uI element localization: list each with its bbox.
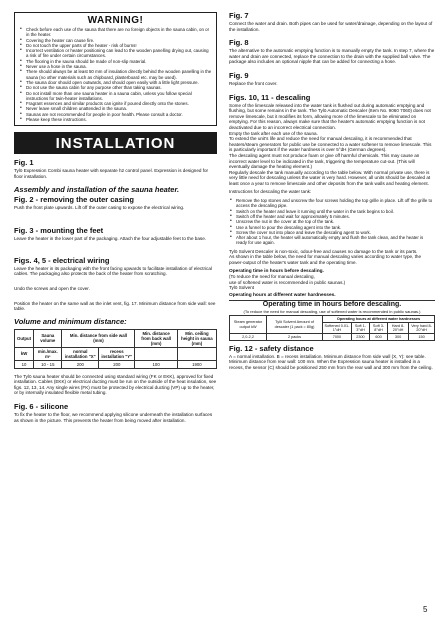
list-item: • After about 1 hour, the heater will automatically empty and flush the tank clean, and the heater is ready for use again.	[229, 235, 435, 246]
table-row	[230, 334, 435, 341]
list-item: • Switch off the heater and wait for approximately 5 minutes.	[229, 214, 435, 219]
page-number: 5	[423, 605, 428, 614]
table-cell: 100	[135, 360, 177, 368]
table-cell: 10	[15, 360, 34, 368]
dist-sub-empty	[177, 347, 216, 360]
descaling-para: To extend the unit's life and reduce the need for manual descaling, it is recommended that heaters/steam generators for public use be connected to a water softener to remove limescale. This is particularly important if the water hardness is over 5°dH (German degrees).	[229, 136, 432, 153]
warning-item: • There should always be at least 50 mm of insulation directly behind the wooden panelling in the sauna (no other materials such as chipboard, plasterboard etc. may be used).	[19, 69, 212, 80]
descaling-para: Regularly descale the tank manually according to the table below. With normal private use, there is very little need for descaling unless the water is very hard. However, all units should be descaled at least once a year to remove limescale and other deposits from the tank walls and heating element.	[229, 169, 431, 186]
fig45-text2: Undo the screws and open the cover.	[14, 285, 90, 291]
table-cell: 2300	[351, 334, 369, 341]
fig6-title: Fig. 6 - silicone	[14, 402, 69, 412]
list-item: • Unscrew the nut in the cover at the top of the tank.	[229, 219, 435, 224]
dist-header-ceiling: Min. ceiling height in sauna (mm)	[177, 329, 216, 347]
hardness-table	[229, 315, 435, 340]
operating-table-note: (To reduce the need for manual descaling, use of softened water is recommended in public saunas.)	[243, 309, 421, 315]
fig6-text: To fix the heater to the floor, we recommend applying silicone underneath the installation surfaces as shown in the picture. This prevents the heater from being moved after installation.	[14, 412, 213, 423]
assembly-title: Assembly and installation of the sauna heater.	[14, 184, 180, 194]
table-cell: 7000	[322, 334, 351, 341]
fig45-text1: Leave the heater in its packaging with the front facing upwards to facilitate installation of electrical cables. The packaging also protects the back of the heater from scratching.	[14, 265, 212, 277]
warning-item: • Please keep these instructions.	[19, 117, 212, 122]
operating-line: use of softened water is recommended in public saunas.)	[229, 279, 346, 285]
warning-item: • Check before each use of the sauna that there are no foreign objects in the sauna cabin, on or in the heater.	[19, 27, 212, 38]
descaling-steps	[229, 198, 435, 246]
warning-item: • Do not install more than one sauna heater in a sauna cabin, unless you follow special instructions for twin-heater installations.	[19, 91, 212, 102]
fig45-text3: Position the heater on the same wall as the inlet vent, fig. 17. Minimum distance from side wall: see table.	[14, 300, 216, 312]
fig2-title: Fig. 2 - removing the outer casing	[14, 194, 135, 204]
table-cell: 200	[62, 360, 99, 368]
dist-sub-empty	[135, 347, 177, 360]
wiring-text: The Tylö sauna heater should be connected using standard wiring (FK or EKK), approved for fixed installation. Cables (EKK) or electrical ducting must be run on the outside of the heat insulation, see figs. 12, 13, 14. Any single wires (FK) must be protected by electrical ducting (VP) up to the heater, or by internally insulated flexible metal tubing.	[14, 373, 217, 396]
hard-col: Hard 8-20°dH	[388, 323, 409, 334]
list-item: • Remove the top stones and unscrew the four screws holding the top grille in place. Lift off the grille to access the descaling pipe.	[229, 198, 435, 209]
fig9-text: Replace the front cover.	[229, 80, 278, 86]
table-cell: 200	[99, 360, 135, 368]
operating-line: Tylö Solvent	[229, 285, 255, 291]
operating-line: (To reduce the need for manual descaling,	[229, 274, 315, 280]
volume-title: Volume and minimum distance:	[14, 316, 127, 326]
fig8-title: Fig. 8	[229, 38, 249, 48]
fig8-text: The alternative to the automatic emptying function is to manually empty the tank. In step 7, where the water and drain are connected, replace the connection to the drain with the supplied ball valve. The package also includes an optional nipple that can be added for connecting a hose.	[229, 48, 435, 65]
descaling-para: Instructions for descaling the water tank:	[229, 189, 312, 195]
fig7-title: Fig. 7	[229, 11, 249, 20]
table-cell: 150	[409, 334, 435, 341]
table-cell: 300	[388, 334, 409, 341]
fig3-title: Fig. 3 - mounting the feet	[14, 226, 104, 236]
warning-item: • Do not touch the upper parts of the heater - risk of burns!	[19, 43, 212, 48]
dist-header-side: Min. distance from side wall (mm)	[62, 329, 135, 347]
dist-header-back: Min. distance from back wall (mm)	[135, 329, 177, 347]
warning-item: • The flooring in the sauna should be made of non-slip material.	[19, 59, 212, 64]
fig3-text: Leave the heater in the lower part of the packaging. Attach the four adjustable feet to the base.	[14, 236, 207, 242]
warning-item: • Covering the heater can cause fire.	[19, 38, 212, 43]
fig1-title: Fig. 1	[14, 158, 34, 168]
list-item: • Screw the cover nut into place and leave the descaling agent to work.	[229, 230, 435, 235]
fig1-text: Tylö Expression Combi sauna heater with separate h2 control panel. Expression is designed for floor installation.	[14, 168, 209, 179]
descaling-para: The descaling agent must not produce foam or give off harmful chemicals. This may cause an incorrect water level to be indicated in the tank, triggering the temperature cut-out. (This will eventually damage the heating element.)	[229, 152, 420, 170]
warning-title: WARNING!	[87, 15, 144, 26]
warning-box	[14, 12, 217, 126]
table-cell: 2 packs	[267, 334, 323, 341]
warning-item: • Do not use the sauna cabin for any purpose other than taking saunas.	[19, 85, 212, 90]
dist-sub-recess: recess installation "Y"	[99, 347, 135, 360]
dist-header-output: Output	[15, 329, 34, 347]
fig12-title: Fig. 12 - safety distance	[229, 343, 314, 353]
hard-header-steam: Steam generator output kW	[230, 316, 267, 334]
table-cell: 600	[369, 334, 387, 341]
dist-sub-normal: normal installation "X"	[62, 347, 99, 360]
table-cell: 10 - 15	[34, 360, 62, 368]
hard-header-tylo: Tylö Solvent Amount of descaler (1 pack = 80g)	[267, 316, 323, 334]
descaler-note: Tylö Solvent Descaler is non-toxic, odour-free and causes no damage to the tank or its parts.	[229, 248, 418, 254]
descaler-note: As shown in the table below, the need for manual descaling varies according to water type, the power-output of the heater's water tank and the operating time.	[229, 254, 422, 265]
warning-item: • Never use a hose in the sauna.	[19, 64, 212, 69]
list-item: • Switch on the heater and leave it running until the water in the tank begins to boil.	[229, 209, 435, 214]
table-cell: 1900	[177, 360, 216, 368]
warning-list	[19, 27, 212, 122]
warning-item: • Fragrant essences and similar products can ignite if poured directly onto the stones.	[19, 101, 212, 106]
installation-banner: INSTALLATION	[14, 132, 217, 154]
hard-col: Very hard 8-20°dH	[409, 323, 435, 334]
fig2-text: Push the front plate upwards. Lift off the outer casing to expose the electrical wiring.	[14, 204, 185, 210]
hard-header-band: Operating hours at different water hardnesses	[322, 316, 434, 323]
warning-item: • Incorrect ventilation or heater positioning can lead to the wooden panelling drying out, causing a risk of fire under certain circumstances.	[19, 48, 212, 59]
fig12-text: A = normal installation. B = recess installation. Minimum distance from side wall (X, Y): see table. Minimum distance from rear wall: 100 mm. When the Expression sauna heater is installed in a recess, the sensor (C) should be positioned 250 mm from the rear wall and 300 mm from the ceiling.	[229, 353, 433, 371]
fig1011-title: Figs. 10, 11 - descaling	[229, 92, 311, 102]
descaling-para: Some of the limescale released into the water tank is flushed out during automatic emptying and flushing, but some remains in the tank. The Tylö Automatic Descaler (Item No. 9060 7060) does not remove limescale, but it modifies its form, allowing more of the limescale to be eliminated on emptying. For this reason, always make sure that the heater's automatic emptying function is not deactivated due to an incorrect electrical connection.	[229, 102, 431, 130]
list-item: • Use a funnel to pour the descaling agent into the tank.	[229, 225, 435, 230]
operating-hours-title: Operating hours at different water hardnesses.	[229, 292, 336, 298]
dist-sub-m3: min./max. m³	[34, 347, 62, 360]
hard-col: Soft 3-8°dH	[369, 323, 387, 334]
operating-title: Operating time in hours before descaling.	[229, 268, 324, 274]
distance-table	[14, 329, 217, 369]
warning-item: • Never leave small children unattended in the sauna.	[19, 106, 212, 111]
table-cell: 2,0-2,2	[230, 334, 267, 341]
fig7-text: Connect the water and drain. Both pipes can be used for water/drainage, depending on the layout of the installation.	[229, 21, 433, 32]
right-column	[229, 12, 435, 374]
fig9-title: Fig. 9	[229, 70, 249, 80]
left-column	[14, 12, 217, 426]
descaling-para: Empty the tank after each use of the sauna.	[229, 130, 318, 136]
hard-col: Softened 0.01-1°dH	[322, 323, 351, 334]
hard-col: Soft 1-3°dH	[351, 323, 369, 334]
operating-table-title: Operating time in hours before descaling.	[229, 300, 435, 309]
fig45-title: Figs. 4, 5 - electrical wiring	[14, 255, 110, 265]
dist-header-volume: Sauna volume	[34, 329, 62, 347]
warning-item: • The sauna door should open outwards, and should open easily with a little light pressure.	[19, 80, 212, 85]
warning-item: • Saunas are not recommended for people in poor health. Please consult a doctor.	[19, 112, 212, 117]
table-row	[15, 360, 217, 368]
dist-sub-kw: kW	[15, 347, 34, 360]
